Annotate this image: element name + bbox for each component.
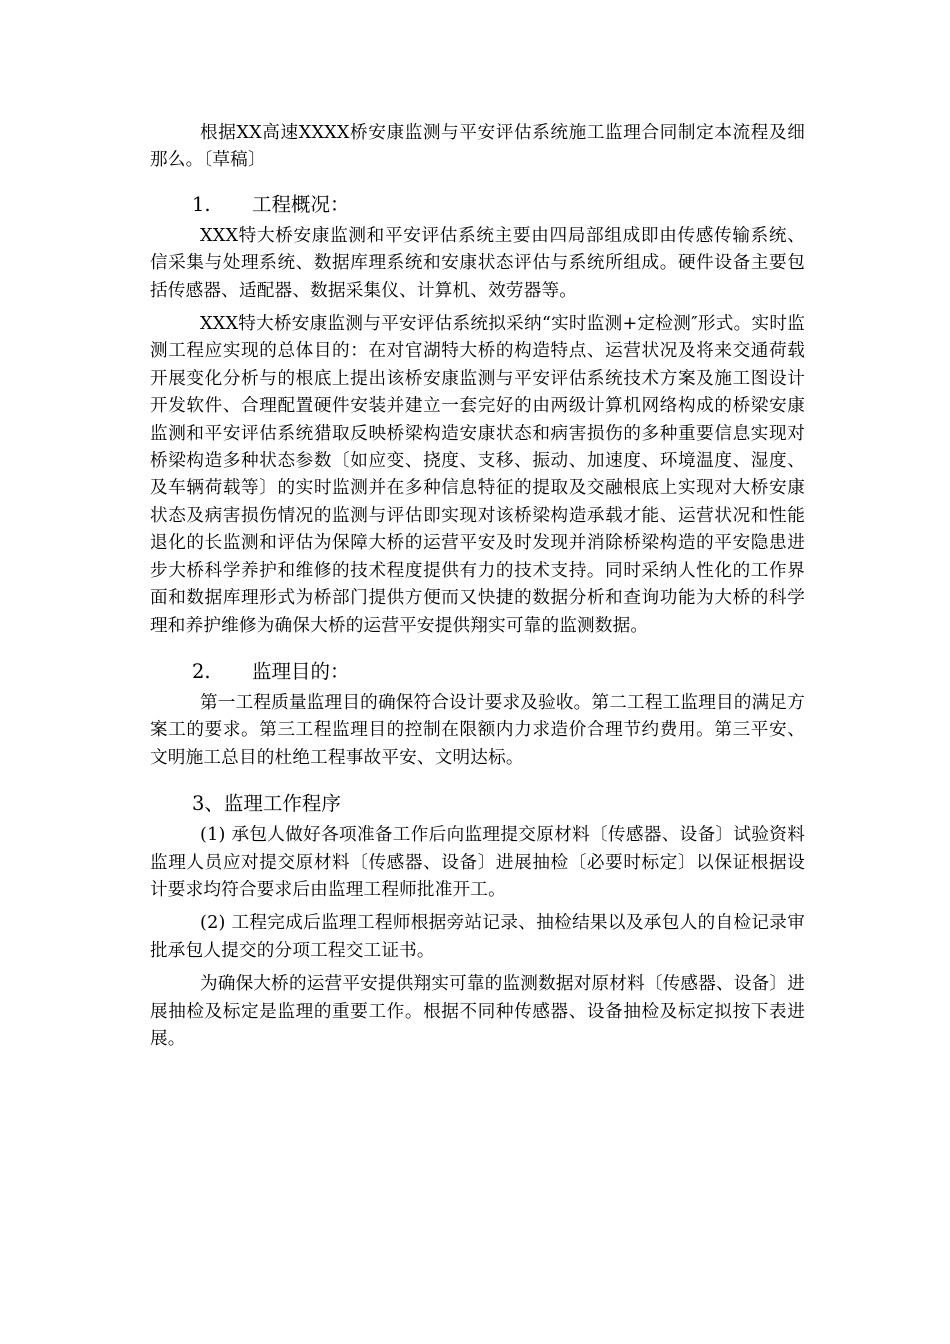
section-1-paragraph: XXX特大桥安康监测和平安评估系统主要由四局部组成即由传感传输系统、信采集与处理系统、数据库理系统和安康状态评估与系统所组成。硬件设备主要包括传感器、适配器、数据采集仪、计算机、效劳器等。	[150, 225, 805, 301]
section-1-title: 工程概况：	[252, 192, 350, 216]
section-3-paragraph: 为确保大桥的运营平安提供翔实可靠的监测数据对原材料〔传感器、设备〕进展抽检及标定是监理的重要工作。根据不同种传感器、设备抽检及标定拟按下表进展。	[150, 974, 805, 1049]
section-3-paragraph: (2) 工程完成后监理工程师根据旁站记录、抽检结果以及承包人的自检记录审批承包人提交的分项工程交工证书。	[150, 913, 805, 961]
section-2-title: 监理目的：	[252, 659, 350, 683]
section-3-heading: 3、监理工作程序	[192, 792, 341, 816]
document-body	[150, 120, 805, 1059]
section-2-number: 2.	[192, 659, 211, 683]
section-1-number: 1.	[192, 192, 211, 216]
section-2-paragraph: 第一工程质量监理目的确保符合设计要求及验收。第二工程工监理目的满足方案工的要求。第三工程监理目的控制在限额内力求造价合理节约费用。第三平安、文明施工总目的杜绝工程事故平安、文明达标。	[150, 692, 805, 768]
section-1-heading	[150, 191, 805, 219]
intro-paragraph: 根据XX高速XXXX桥安康监测与平安评估系统施工监理合同制定本流程及细那么。〔草稿〕	[150, 123, 805, 171]
section-1-paragraph: XXX特大桥安康监测与平安评估系统拟采纳“实时监测+定检测″形式。实时监测工程应实现的总体目的：在对官湖特大桥的构造特点、运营状况及将来交通荷载开展变化分析与的根底上提出该桥安康监测与平安评估系统技术方案及施工图设计开发软件、合理配置硬件安装并建立一套完好的由两级计算机网络构成的桥梁安康监测和平安评估系统猎取反映桥梁构造安康状态和病害损伤的多种重要信息实现对桥梁构造多种状态参数〔如应变、挠度、支移、振动、加速度、环境温度、湿度、及车辆荷载等〕的实时监测并在多种信息特征的提取及交融根底上实现对大桥安康状态及病害损伤情况的监测与评估即实现对该桥梁构造承载才能、运营状况和性能退化的长监测和评估为保障大桥的运营平安及时发现并消除桥梁构造的平安隐患进步大桥科学养护和维修的技术程度提供有力的技术支持。同时采纳人性化的工作界面和数据库理形式为桥部门提供方便而又快捷的数据分析和查询功能为大桥的科学理和养护维修为确保大桥的运营平安提供翔实可靠的监测数据。	[150, 314, 805, 636]
section-2-heading	[150, 658, 805, 686]
section-3-paragraph: (1) 承包人做好各项准备工作后向监理提交原材料〔传感器、设备〕试验资料监理人员应对提交原材料〔传感器、设备〕进展抽检〔必要时标定〕以保证根据设计要求均符合要求后由监理工程师批准开工。	[150, 825, 805, 900]
